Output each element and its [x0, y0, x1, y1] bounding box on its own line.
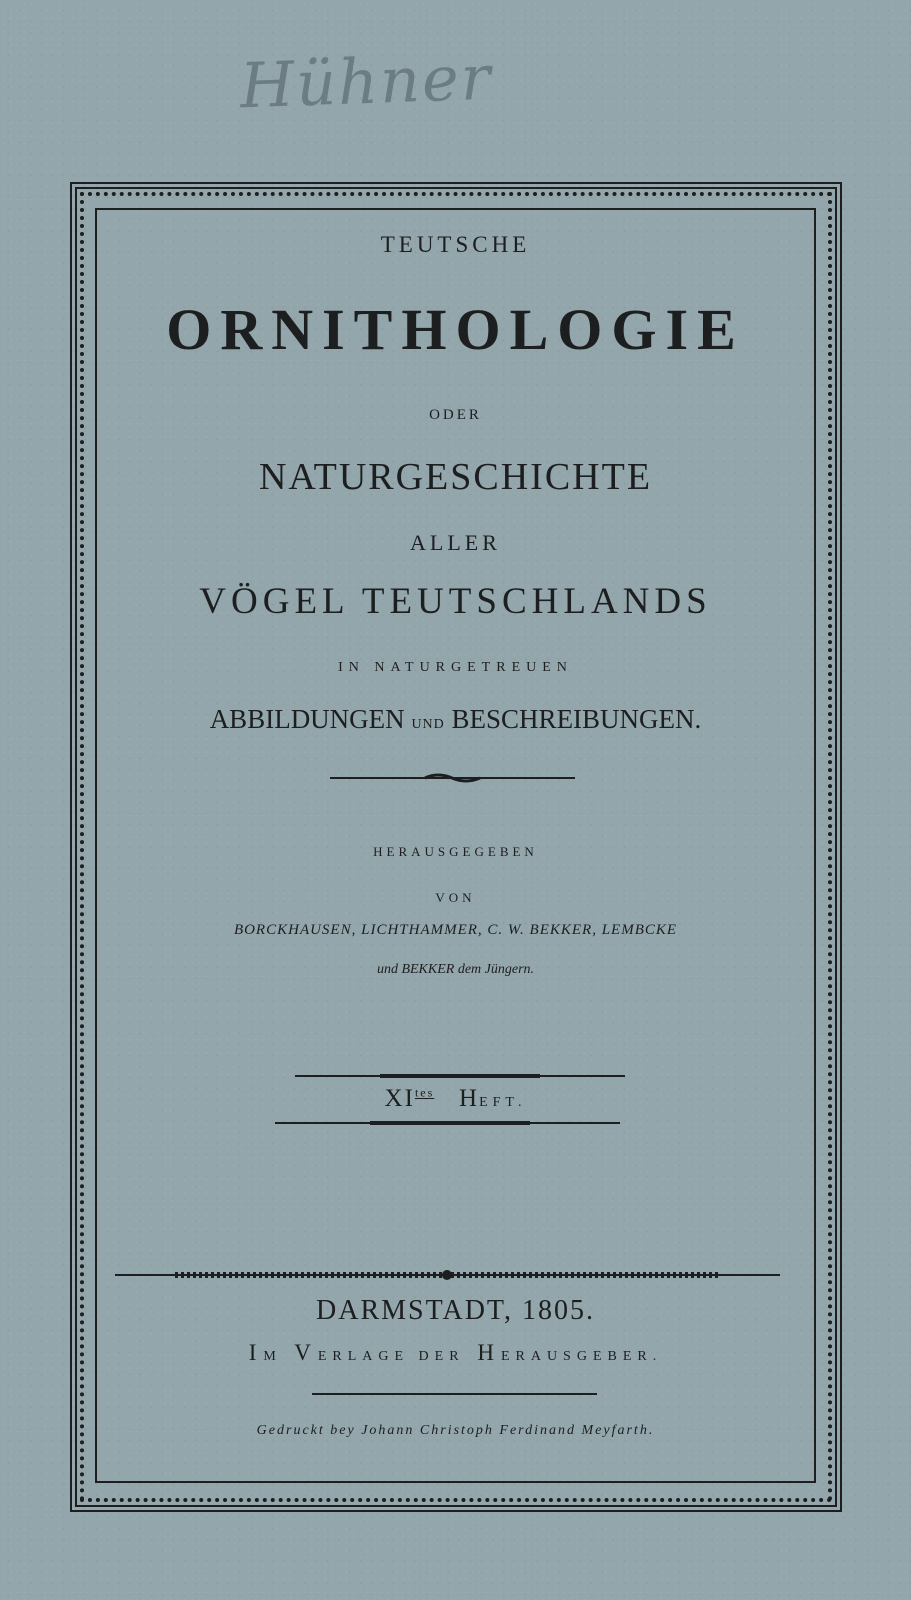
title-in-naturgetreuen: IN NATURGETREUEN: [338, 660, 573, 675]
issue-rule-bottom-thick: [370, 1121, 530, 1125]
imprint-herausgeber-rest: ERAUSGEBER.: [500, 1349, 663, 1364]
title-aller: ALLER: [410, 530, 501, 555]
printer-line: Gedruckt bey Johann Christoph Ferdinand Meyfarth.: [256, 1423, 655, 1438]
title-oder: ODER: [429, 407, 482, 423]
imprint-rule: [312, 1393, 597, 1395]
issue-label: [0, 1085, 911, 1113]
imprint-verlage-rest: ERLAGE DER: [317, 1349, 465, 1364]
handwritten-note: Hühner: [238, 40, 494, 123]
ornamental-rule-top: [330, 770, 575, 786]
title-und: UND: [411, 717, 445, 732]
issue-suffix: tes: [414, 1085, 435, 1100]
title-naturgeschichte: NATURGESCHICHTE: [258, 456, 653, 498]
title-ornithologie: ORNITHOLOGIE: [166, 297, 745, 362]
editors-names: BORCKHAUSEN, LICHTHAMMER, C. W. BEKKER, LEMBCKE: [233, 922, 678, 938]
imprint-publisher: [0, 1340, 911, 1366]
title-abbildungen: ABBILDUNGEN: [209, 704, 405, 734]
imprint-place-year: DARMSTADT, 1805.: [316, 1295, 595, 1326]
editors-names-2: und BEKKER dem Jüngern.: [376, 962, 535, 977]
title-voegel-teutschlands: VÖGEL TEUTSCHLANDS: [199, 581, 712, 622]
title-abbildungen-line: [0, 704, 911, 735]
von-label: VON: [435, 890, 476, 905]
ornamental-rule-bottom: [115, 1268, 780, 1282]
title-line-teutsche: TEUTSCHE: [380, 232, 531, 257]
issue-rule-top-thick: [380, 1074, 540, 1078]
heft-rest: EFT.: [479, 1095, 527, 1110]
title-beschreibungen: BESCHREIBUNGEN.: [451, 704, 702, 734]
imprint-im-initial: I: [248, 1340, 264, 1365]
issue-number: XI: [384, 1085, 415, 1112]
imprint-im-rest: M: [263, 1349, 282, 1364]
herausgegeben-label: HERAUSGEGEBEN: [373, 844, 538, 859]
heft-initial: H: [459, 1085, 480, 1112]
imprint-verlage-initial: V: [294, 1340, 318, 1365]
imprint-herausgeber-initial: H: [477, 1340, 501, 1365]
